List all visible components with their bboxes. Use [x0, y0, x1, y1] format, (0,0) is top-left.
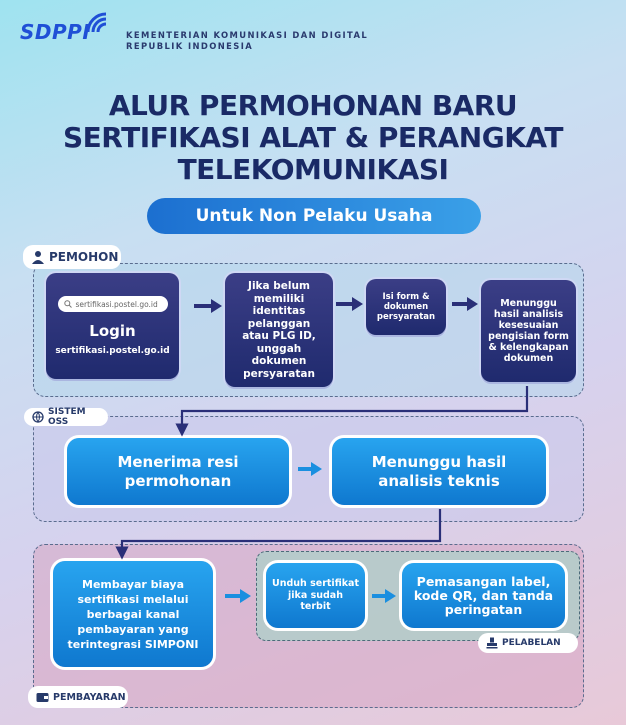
arrow-resi-teknis — [298, 462, 322, 476]
pemasangan-text: Pemasangan label, kode QR, dan tanda peringatan — [413, 573, 554, 617]
ministry-line2: REPUBLIK INDONESIA — [126, 41, 254, 51]
menunggu-teknis-text: Menunggu hasil analisis teknis — [371, 452, 507, 490]
login-title: Login — [89, 322, 136, 340]
sistem-oss-label: SISTEM OSS — [48, 407, 86, 427]
search-text: sertifikasi.postel.go.id — [75, 299, 158, 309]
menerima-resi-text: Menerima resi permohonan — [117, 452, 239, 490]
menunggu-analisis-text: Menunggu hasil analisis kesesuaian pengisian form & kelengkapan dokumen — [488, 298, 569, 364]
isi-form-text: Isi form & dokumen persyaratan — [376, 292, 436, 322]
subtitle-badge: Untuk Non Pelaku Usaha — [147, 198, 481, 234]
ministry-line1: KEMENTERIAN KOMUNIKASI DAN DIGITAL — [126, 30, 369, 40]
arrow-row2-row3 — [122, 509, 440, 553]
arrow-row1-row2 — [182, 386, 527, 430]
pemohon-label: PEMOHON — [49, 250, 119, 264]
title-line2: SERTIFIKASI ALAT & PERANGKAT — [63, 121, 563, 154]
arrow-identitas-isi — [336, 297, 363, 311]
arrow-unduh-pemasangan — [372, 589, 396, 603]
membayar-text: Membayar biaya sertifikasi melalui berbagai kanal pembayaran yang terintegrasi SIMPONI — [67, 577, 199, 651]
arrow-membayar-unduh — [225, 589, 251, 603]
pembayaran-label: PEMBAYARAN — [53, 691, 126, 703]
title-line1: ALUR PERMOHONAN BARU — [108, 89, 518, 122]
arrow-isi-menunggu — [452, 297, 478, 311]
identitas-text: Jika belum memiliki identitas pelanggan atau PLG ID, unggah dokumen persyaratan — [242, 280, 316, 380]
unduh-text: Unduh sertifikat jika sudah terbit — [272, 578, 360, 613]
arrow-login-identitas — [194, 299, 222, 313]
title-line3: TELEKOMUNIKASI — [177, 153, 449, 186]
logo-text: SDPPI — [20, 20, 91, 44]
login-url: sertifikasi.postel.go.id — [55, 346, 170, 356]
pelabelan-label: PELABELAN — [502, 638, 561, 648]
